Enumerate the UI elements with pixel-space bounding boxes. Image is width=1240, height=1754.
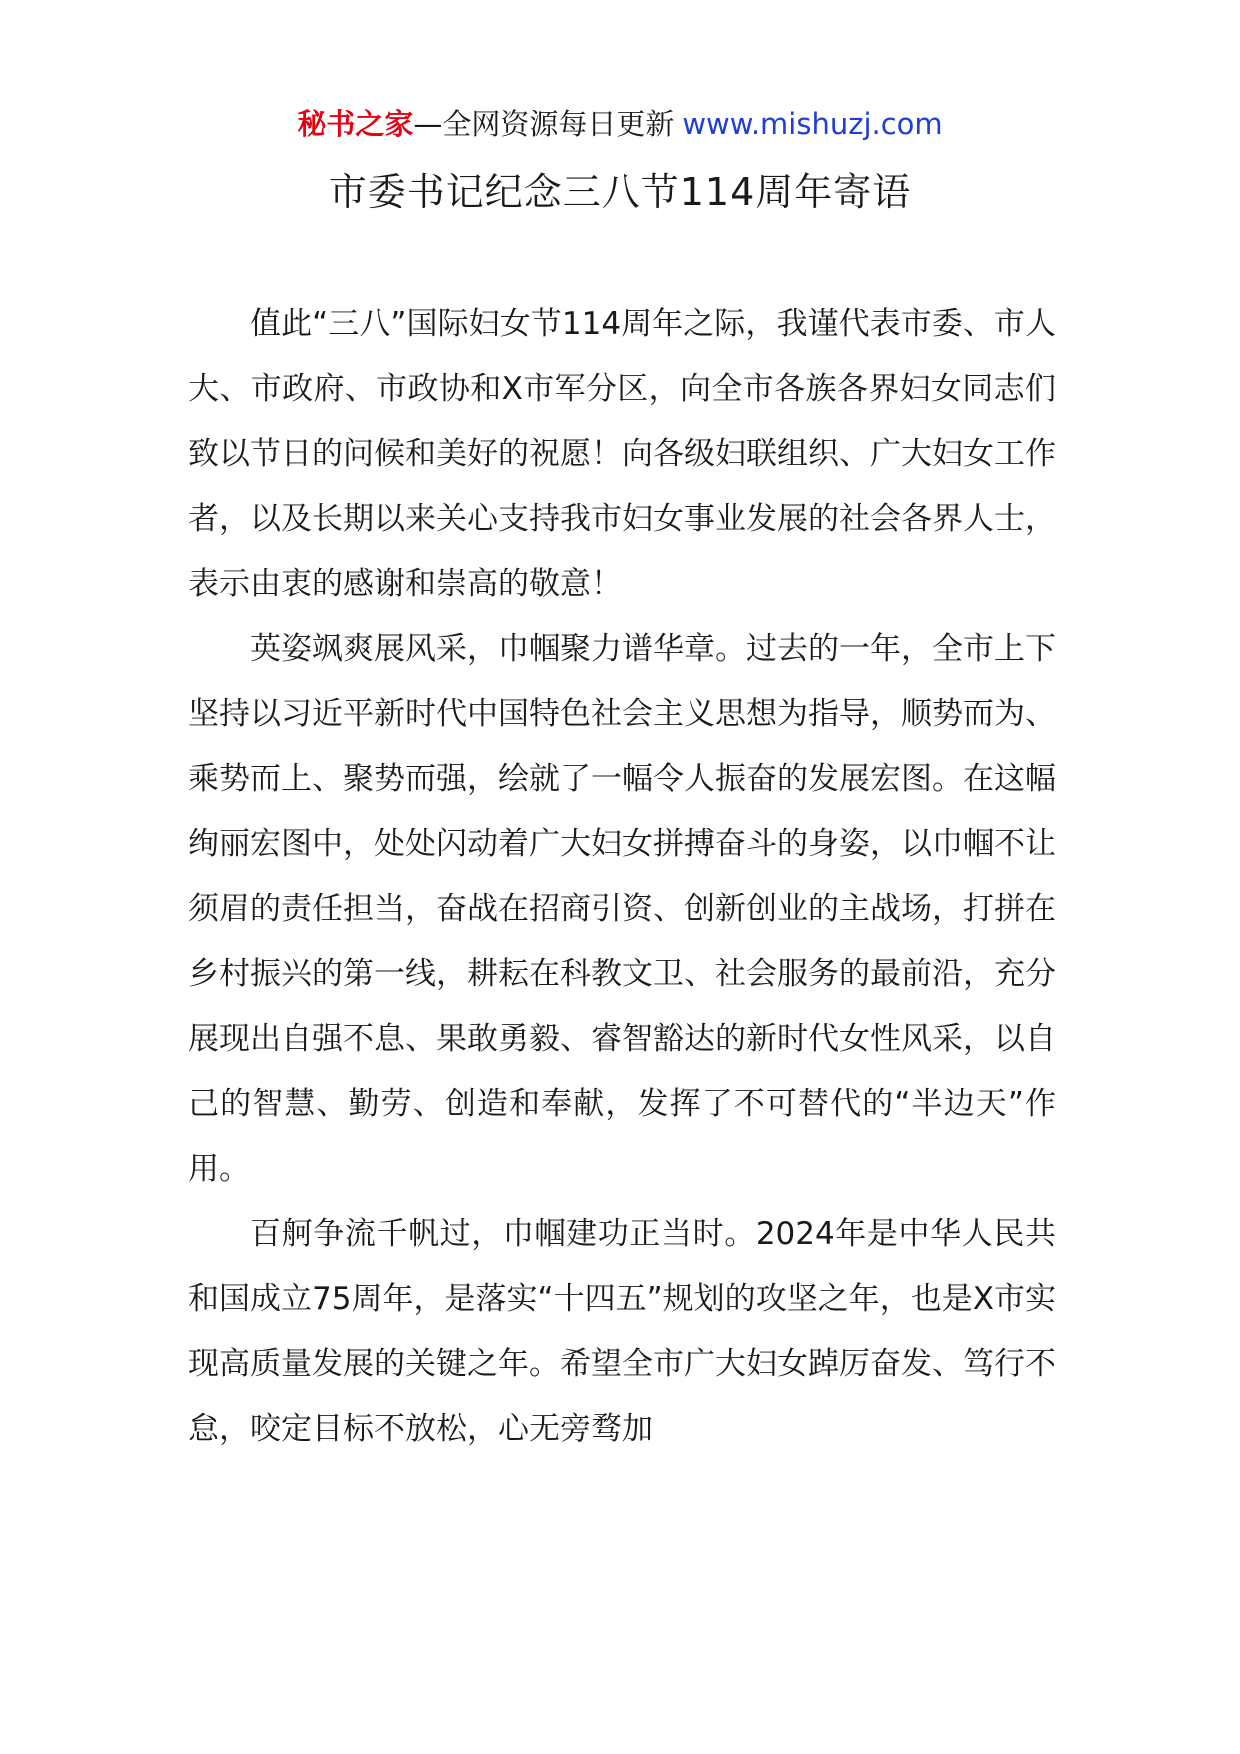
site-url: www.mishuzj.com [682,107,943,141]
paragraph-1: 值此“三八”国际妇女节114周年之际，我谨代表市委、市人大、市政府、市政协和X市军分区，向全市各族各界妇女同志们致以节日的问候和美好的祝愿！向各级妇联组织、广大妇女工作者，以及长期以来关心支持我市妇女事业发展的社会各界人士，表示由衷的感谢和崇高的敬意！ [188,306,1056,602]
site-banner [0,104,1240,144]
brand-name: 秘书之家 [297,107,414,141]
document-title: 市委书记纪念三八节114周年寄语 [328,170,912,214]
paragraph-3: 百舸争流千帆过，巾帼建功正当时。2024年是中华人民共和国成立75周年，是落实“十四五”规划的攻坚之年，也是X市实现高质量发展的关键之年。希望全市广大妇女踔厉奋发、笃行不怠，咬定目标不放松，心无旁骛加 [188,1216,1056,1447]
banner-tagline: —全网资源每日更新 [413,107,675,141]
paragraph-2: 英姿飒爽展风采，巾帼聚力谱华章。过去的一年，全市上下坚持以习近平新时代中国特色社会主义思想为指导，顺势而为、乘势而上、聚势而强，绘就了一幅令人振奋的发展宏图。在这幅绚丽宏图中，处处闪动着广大妇女拼搏奋斗的身姿，以巾帼不让须眉的责任担当，奋战在招商引资、创新创业的主战场，打拼在乡村振兴的第一线，耕耘在科教文卫、社会服务的最前沿，充分展现出自强不息、果敢勇毅、睿智豁达的新时代女性风采，以自己的智慧、勤劳、创造和奉献，发挥了不可替代的“半边天”作用。 [188,631,1056,1187]
document-body [188,292,1056,1462]
